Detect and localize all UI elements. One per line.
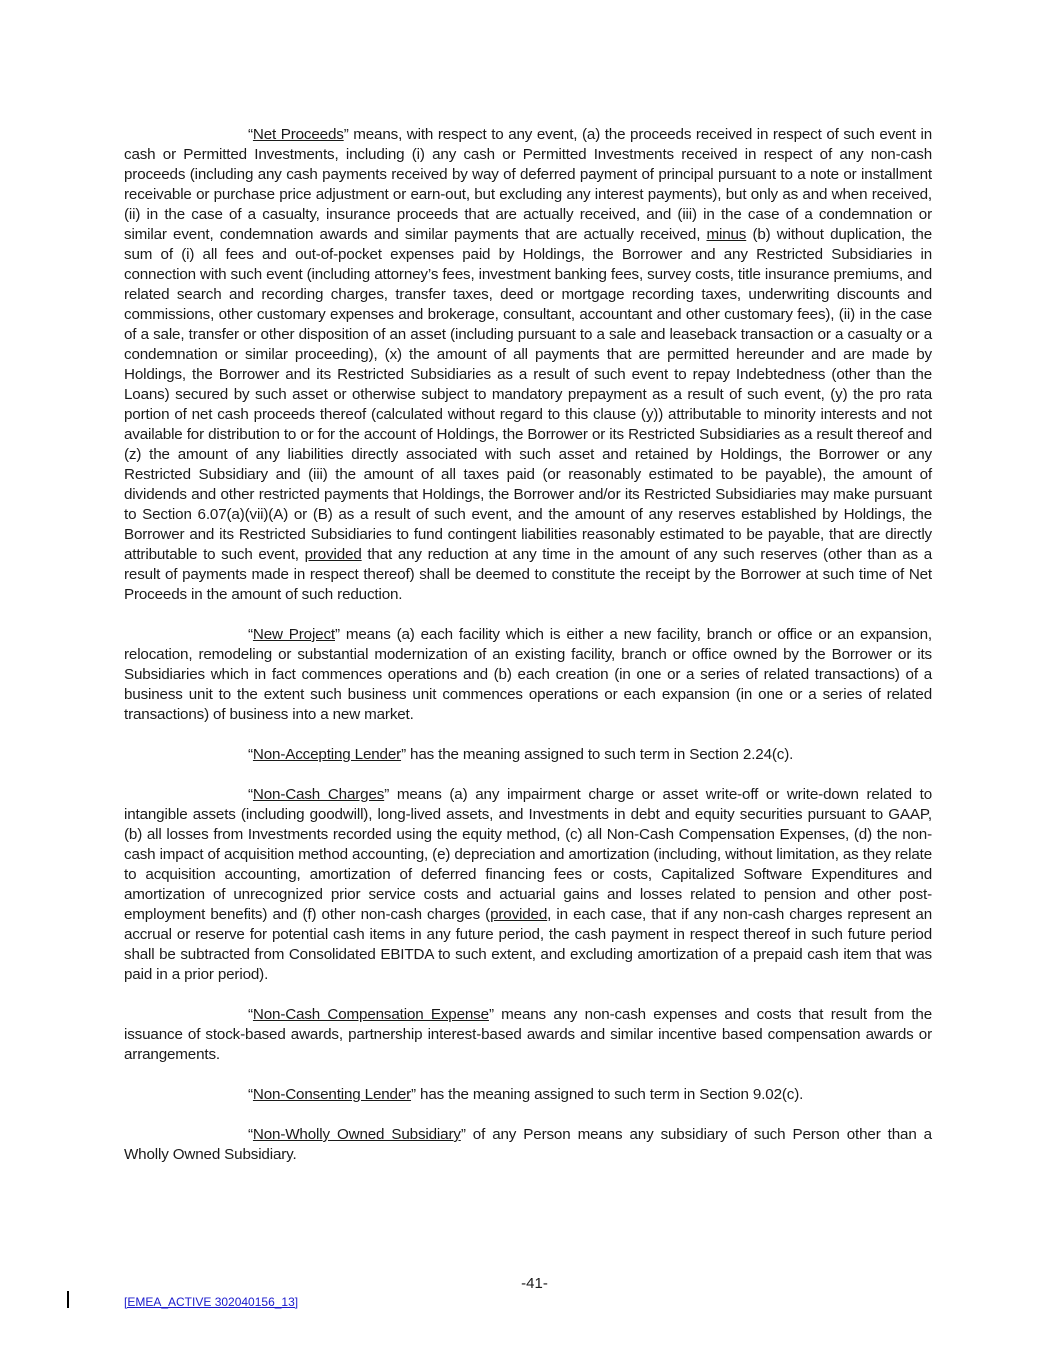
definition-text: , in each case, that if any non-cash charges represent an accrual or reserve for potential cash items in any future period, the cash payment in respect thereof in such future period shall be subtracted from Consolidated EBITDA to such extent, and excluding amortization of a prepaid cash item that was paid in a prior period). bbox=[124, 906, 932, 983]
open-quote: “ bbox=[248, 126, 253, 143]
definition-text: ” of any Person means any subsidiary of such Person other than a Wholly Owned Subsidiary. bbox=[124, 1126, 932, 1163]
definition-paragraph bbox=[124, 625, 932, 725]
defined-term: Non-Accepting Lender bbox=[252, 746, 402, 763]
defined-term: Net Proceeds bbox=[252, 126, 344, 143]
definition-paragraph bbox=[124, 1005, 932, 1065]
definition-paragraph bbox=[124, 125, 932, 605]
change-bar bbox=[67, 1291, 69, 1308]
underlined-word: provided bbox=[490, 906, 548, 923]
definitions-body bbox=[124, 125, 932, 1185]
underlined-word: minus bbox=[706, 226, 747, 243]
open-quote: “ bbox=[248, 746, 253, 763]
definition-text: ” means any non-cash expenses and costs that result from the issuance of stock-based awards, partnership interest-based awards and similar incentive based compensation awards or arrangements. bbox=[124, 1006, 933, 1063]
document-reference-link[interactable]: [EMEA_ACTIVE 302040156_13] bbox=[124, 1295, 299, 1309]
definition-paragraph bbox=[124, 745, 932, 765]
definition-text: ” means (a) each facility which is either a new facility, branch or office or an expansion, relocation, remodeling or substantial modernization of an existing facility, branch or office owned by the Borrower or its Subsidiaries which in fact commences operations and (b) each creation (in one or a series of related transactions) of a business unit to the extent such business unit commences operations or each expansion (in one or a series of related transactions) of business into a new market. bbox=[124, 626, 932, 723]
definition-text: ” means (a) any impairment charge or asset write-off or write-down related to intangible assets (including goodwill), long-lived assets, and Investments in debt and equity securities pursuant to GAAP, (b) all losses from Investments recorded using the equity method, (c) all Non-Cash Compensation Expenses, (d) the non-cash impact of acquisition method accounting, (e) depreciation and amortization (including, without limitation, as they relate to acquisition accounting, amortization of deferred financing fees or costs, Capitalized Software Expenditures and amortization of unrecognized prior service costs and actuarial gains and losses related to pension and other post-employment benefits) and (f) other non-cash charges ( bbox=[124, 786, 932, 923]
defined-term: New Project bbox=[252, 626, 335, 643]
open-quote: “ bbox=[248, 1006, 253, 1023]
definition-paragraph bbox=[124, 1125, 932, 1165]
open-quote: “ bbox=[248, 786, 253, 803]
page-number: -41- bbox=[521, 1275, 548, 1292]
underlined-word: provided bbox=[304, 546, 362, 563]
definition-paragraph bbox=[124, 785, 932, 985]
open-quote: “ bbox=[248, 1126, 253, 1143]
defined-term: Non-Cash Compensation Expense bbox=[252, 1006, 489, 1023]
defined-term: Non-Wholly Owned Subsidiary bbox=[252, 1126, 461, 1143]
definition-text: that any reduction at any time in the amount of any such reserves (other than as a result of payments made in respect thereof) shall be deemed to constitute the receipt by the Borrower at such time of Net Proceeds in the amount of such reduction. bbox=[124, 546, 932, 603]
definition-text: ” has the meaning assigned to such term in Section 9.02(c). bbox=[411, 1086, 804, 1103]
definition-paragraph bbox=[124, 1085, 932, 1105]
definition-text: ” has the meaning assigned to such term in Section 2.24(c). bbox=[401, 746, 794, 763]
definition-text: ” means, with respect to any event, (a) the proceeds received in respect of such event in cash or Permitted Investments, including (i) any cash or Permitted Investments received in respect of any non-cash proceeds (including any cash payments received by way of deferred payment of principal pursuant to a note or installment receivable or purchase price adjustment or earn-out, but excluding any interest payments), but only as and when received, (ii) in the case of a casualty, insurance proceeds that are actually received, and (iii) in the case of a condemnation or similar event, condemnation awards and similar payments that are actually received, bbox=[124, 126, 932, 243]
defined-term: Non-Cash Charges bbox=[252, 786, 385, 803]
defined-term: Non-Consenting Lender bbox=[252, 1086, 412, 1103]
open-quote: “ bbox=[248, 626, 253, 643]
definition-text: (b) without duplication, the sum of (i) all fees and out-of-pocket expenses paid by Holdings, the Borrower and any Restricted Subsidiaries in connection with such event (including attorney’s fees, investment banking fees, survey costs, title insurance premiums, and related search and recording charges, transfer taxes, deed or mortgage recording taxes, underwriting discounts and commissions, other customary expenses and brokerage, consultant, accountant and other customary fees), (ii) in the case of a sale, transfer or other disposition of an asset (including pursuant to a sale and leaseback transaction or a casualty or a condemnation or similar proceeding), (x) the amount of all payments that are permitted hereunder and are made by Holdings, the Borrower and its Restricted Subsidiaries as a result of such event to repay Indebtedness (other than the Loans) secured by such asset or otherwise subject to mandatory prepayment as a result of such event, (y) the pro rata portion of net cash proceeds thereof (calculated without regard to this clause (y)) attributable to minority interests and not available for distribution to or for the account of Holdings, the Borrower or its Restricted Subsidiaries as a result thereof and (z) the amount of any liabilities directly associated with such asset and retained by Holdings, the Borrower or any Restricted Subsidiary and (iii) the amount of all taxes paid (or reasonably estimated to be payable), the amount of dividends and other restricted payments that Holdings, the Borrower and/or its Restricted Subsidiaries may make pursuant to Section 6.07(a)(vii)(A) or (B) as a result of such event, and the amount of any reserves established by Holdings, the Borrower and its Restricted Subsidiaries to fund contingent liabilities reasonably estimated to be payable, that are directly attributable to such event, bbox=[124, 226, 932, 563]
open-quote: “ bbox=[248, 1086, 253, 1103]
